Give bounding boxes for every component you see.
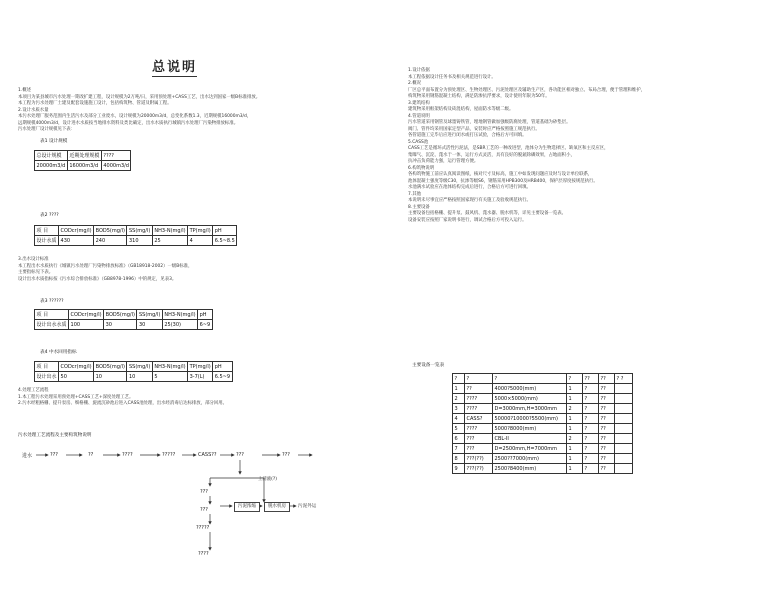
table-cell: 2 <box>567 404 583 414</box>
table-header-cell: NH3-N(mg/l) <box>164 311 196 318</box>
flow-branch-node: ????? <box>196 525 210 531</box>
table-cell: ?? <box>599 414 615 424</box>
flow-cass-node: CASS?? <box>198 452 217 458</box>
table-cell: 5000×5000(mm) <box>493 394 567 404</box>
table-row <box>453 454 633 464</box>
left-para: 1.概述 <box>18 88 31 93</box>
flow-inlet-label: 进水 <box>22 453 33 459</box>
table-cell: 5000?8000(mm) <box>493 424 567 434</box>
table-row <box>453 444 633 454</box>
table-cell: 10 <box>127 372 152 382</box>
table-header-cell: ? ? <box>615 374 633 384</box>
table-header-cell: TP(mg/l) <box>189 227 211 234</box>
left-para: 2.设计水质水量 <box>18 107 49 113</box>
table-cell: 1 <box>567 454 583 464</box>
table-cell: 310 <box>127 236 152 246</box>
table-row <box>453 384 633 394</box>
table-header-cell: ? <box>567 374 583 384</box>
table-cell <box>615 464 633 474</box>
right-para: 6.构筑物说明 <box>408 165 435 171</box>
table-cell: 4 <box>188 236 213 246</box>
table-cell <box>615 454 633 464</box>
table-cell: ?? <box>599 394 615 404</box>
table-cell: 1 <box>567 464 583 474</box>
table-header-cell: pH <box>198 310 213 320</box>
table-header-cell: SS(mg/l) <box>138 311 161 318</box>
table-cell: 100 <box>69 320 104 330</box>
table-header-cell: 项 目 <box>35 226 59 236</box>
table3-caption: 表3 ?????? <box>40 299 64 304</box>
flow-node: ??? <box>236 452 244 458</box>
table-cell: 1 <box>453 384 465 394</box>
table-cell: ???(??) <box>465 454 493 464</box>
table-cell: 25 <box>152 236 187 246</box>
table-cell: 240 <box>94 236 127 246</box>
table-cell: 设计出水 <box>35 372 59 382</box>
table-header-cell: BOD5(mg/l) <box>105 311 135 318</box>
table-cell: 2500??7000(mm) <box>493 454 567 464</box>
table-cell: ? <box>583 464 599 474</box>
left-para: 本工程出水水质执行《城镇污水处理厂污染物排放标准》（GB18918-2002）一级B标准， <box>18 263 193 269</box>
table-cell: ???? <box>465 394 493 404</box>
right-para: 构筑物采用钢筋混凝土结构，满足防渗抗浮要求，设计使用年限为50年。 <box>408 94 550 99</box>
table-header-cell: ?? <box>583 374 599 384</box>
table-header-cell: SS(mg/l) <box>128 363 151 370</box>
table-cell: 2 <box>453 394 465 404</box>
table-cell: ?? <box>599 444 615 454</box>
table-cell: ?? <box>599 454 615 464</box>
table-cell: 设计水质 <box>35 236 59 246</box>
table-cell: ???? <box>465 424 493 434</box>
right-para: 厂区总平面布置分为预处理区、生物处理区、污泥处理区及辅助生产区，各功能区相对独立、布局合理，便于管理和维护， <box>408 87 646 93</box>
table-cell: 7 <box>453 444 465 454</box>
right-para: 8.主要设备 <box>408 204 430 210</box>
table-cell: ?? <box>599 464 615 474</box>
left-para: 远期规模4000m3/d，设计进水水质按当地排水资料及类比确定，出水水质执行城镇污水处理厂污染物排放标准。 <box>18 120 239 126</box>
table-cell: ? <box>583 424 599 434</box>
table-cell: 2 <box>567 434 583 444</box>
table-cell <box>615 404 633 414</box>
table-cell: 1 <box>567 394 583 404</box>
right-para: 抗冲击负荷能力强，运行管理方便。 <box>408 159 479 164</box>
table-row <box>453 434 633 444</box>
table-cell: 25(30) <box>162 320 197 330</box>
table-header-cell: SS(mg/l) <box>128 227 151 234</box>
table-cell: ? <box>583 404 599 414</box>
left-para: 4.处理工艺流程 <box>18 388 49 393</box>
right-para: 7.其他 <box>408 191 421 197</box>
table-cell: 5 <box>453 424 465 434</box>
table-row <box>453 404 633 414</box>
right-para: 本说明未尽事宜应严格按照国家现行有关施工及验收规范执行。 <box>408 198 531 203</box>
table-cell: 6.5~8.5 <box>214 237 235 244</box>
right-notes <box>408 68 645 224</box>
table-cell: 6.5~9 <box>214 373 231 380</box>
flow-dewater-box: 脱水机房 <box>264 502 290 512</box>
table-cell: 3-7(L) <box>188 372 213 382</box>
table-cell: 16000m3/d <box>67 161 101 171</box>
table1-caption: 表1 设计规模 <box>40 139 68 144</box>
table-cell: ?? <box>465 384 493 394</box>
table4-caption: 表4 中水回用指标 <box>40 350 77 355</box>
table-cell: ?? <box>599 424 615 434</box>
page-title: 总说明 <box>152 56 197 77</box>
table-cell: 3 <box>453 404 465 414</box>
table-header-cell: ???? <box>101 151 131 161</box>
left-para: 本工程为污水处理厂土建及配套设施施工设计，包括构筑物、管道及附属工程。 <box>18 101 172 106</box>
right-para: 1.设计依据 <box>408 68 430 73</box>
table-header-cell: 项 目 <box>35 310 69 320</box>
right-para: 5.CASS池 <box>408 139 429 145</box>
table-cell: D=3000mm,H=3000mm <box>493 404 567 414</box>
table2-caption: 表2 ???? <box>40 213 59 218</box>
flow-branch-node: ??? <box>200 507 208 513</box>
table-cell: 4 <box>453 414 465 424</box>
table-cell: 50 <box>59 372 94 382</box>
right-para: 建筑物采用框架结构及砖混结构，屋面防水等级二级。 <box>408 107 514 112</box>
table-cell: 2500?8400(mm) <box>493 464 567 474</box>
table-cell: D=2500mm,H=7000mm <box>493 444 567 454</box>
left-para: 污水处理厂设计规模见下表： <box>18 127 76 132</box>
table-cell: 1 <box>567 414 583 424</box>
table-header-cell: ?? <box>599 374 615 384</box>
table-cell: ? <box>583 384 599 394</box>
table-cell: 6 <box>453 434 465 444</box>
right-para: 2.概况 <box>408 81 421 86</box>
table-cell <box>615 444 633 454</box>
right-para: 阀门、管件均采用国家定型产品，安装时应严格按照施工规范执行。 <box>408 126 540 132</box>
table-header-cell: CODcr(mg/l) <box>60 227 92 234</box>
right-para: 池体混凝土强度等级C30，抗渗等级S6，钢筋采用HPB300及HRB400，保护层厚度按规范执行。 <box>408 178 598 184</box>
left-para: 本污水处理厂服务范围内生活污水及部分工业废水，设计规模为20000m3/d，总变化系数1.3，近期规模16000m3/d， <box>18 114 252 119</box>
table-header-cell: CODcr(mg/l) <box>60 363 92 370</box>
table-header-cell: NH3-N(mg/l) <box>154 363 186 370</box>
table-header-cell: ? <box>453 374 465 384</box>
flow-node: ????? <box>162 452 176 458</box>
right-para: 设备安装应按照厂家说明书进行，调试合格后方可投入运行。 <box>408 217 527 223</box>
table-cell: 9 <box>453 464 465 474</box>
table-cell <box>615 424 633 434</box>
table-cell: 10 <box>94 372 127 382</box>
right-para: 各构筑物施工前应认真阅读图纸，核对尺寸及标高，施工中如发现问题应及时与设计单位联系， <box>408 172 593 177</box>
right-para: 4.管道说明 <box>408 113 430 119</box>
table-cell: 1 <box>567 384 583 394</box>
table-cell: ?? <box>599 384 615 394</box>
table-cell: 1 <box>567 444 583 454</box>
table-cell: 1 <box>567 424 583 434</box>
table-cell: CASS? <box>465 414 493 424</box>
table-header-cell: pH <box>213 362 232 372</box>
table-header-cell: 项 目 <box>35 362 59 372</box>
table-header-cell: 总设计规模 <box>35 151 68 161</box>
flow-node: ??? <box>50 452 58 458</box>
right-para: 3.建筑结构 <box>408 100 430 106</box>
table-cell: 430 <box>59 236 94 246</box>
left-para: 1.本工程污水处理采用预处理+CASS工艺+深度处理工艺。 <box>18 394 134 400</box>
right-para: 各管道施工完毕后应进行闭水或打压试验，合格后方可回填。 <box>408 133 527 138</box>
table-header-cell: CODcr(mg/l) <box>70 311 102 318</box>
table-header-cell: ? <box>493 374 567 384</box>
table-cell: 50000?10000?5500(mm) <box>493 414 567 424</box>
table-cell: 8 <box>453 454 465 464</box>
table-row <box>453 424 633 434</box>
left-para: 设计出水水质指标按《污水综合排放标准》（GB8978-1996）中的规定，见表3。 <box>18 276 177 282</box>
flow-outlet-label: 污泥外运 <box>298 504 317 509</box>
table-header-cell: ? <box>465 374 493 384</box>
table-cell <box>615 414 633 424</box>
table-cell: ?? <box>599 434 615 444</box>
flow-branch-node: ??? <box>200 489 208 495</box>
right-para: 污水管道采用钢管及球墨铸铁管，埋地钢管做加强级防腐处理，管道基础为砂垫层。 <box>408 120 571 125</box>
table-cell: 30 <box>137 320 162 330</box>
left-para: 2.污水经粗格栅、提升泵房、细格栅、旋流沉砂池后进入CASS池处理，出水经消毒后达标排放，部分回用。 <box>18 401 228 406</box>
table-row <box>453 394 633 404</box>
table-cell: 20000m3/d <box>36 162 66 169</box>
table-cell: ??? <box>465 444 493 454</box>
table-row <box>453 414 633 424</box>
table-header-cell: NH3-N(mg/l) <box>154 227 186 234</box>
right-para: 集曝气、沉淀、滗水于一体，运行方式灵活，具有良好的脱氮除磷效果，占地面积小， <box>408 152 575 158</box>
table-row <box>453 464 633 474</box>
table-header-cell: TP(mg/l) <box>189 363 211 370</box>
flow-node: ???? <box>122 452 133 458</box>
table-cell: CBL-II <box>493 434 567 444</box>
table-cell: 30 <box>104 320 137 330</box>
table-header-cell: BOD5(mg/l) <box>95 363 125 370</box>
left-para: 本项目为某县城市污水处理一期改扩建工程，设计规模为2万吨/日，采用预处理+CASS工艺，出水达到国家一级B标准排放。 <box>18 94 261 100</box>
flow-node: ??? <box>282 452 290 458</box>
equipment-caption: 主要设备一览表 <box>412 363 445 368</box>
table-cell: 设计出水水质 <box>35 320 69 330</box>
table-cell: ? <box>583 394 599 404</box>
table-cell: ???? <box>465 404 493 414</box>
flow-sludge-box: 污泥浓缩 <box>234 502 260 512</box>
table-cell: ? <box>583 434 599 444</box>
table-cell: 6~9 <box>199 321 211 328</box>
table-header-cell: pH <box>213 226 237 236</box>
table-cell: ? <box>583 444 599 454</box>
table-cell <box>615 384 633 394</box>
left-para: 主要指标见下表。 <box>18 270 54 275</box>
table-cell: ? <box>583 414 599 424</box>
table-cell: 4000m3/d <box>103 162 129 169</box>
right-para: CASS工艺是循环式活性污泥法，是SBR工艺的一种改进型，池体分为生物选择区、缺氧区和主反应区， <box>408 146 609 151</box>
table-cell: ??? <box>465 434 493 444</box>
table-cell: 5 <box>152 372 187 382</box>
right-para: 水池满水试验应在池体结构完成后进行，合格后方可进行回填。 <box>408 185 531 190</box>
table-header-cell: 近期处理规模 <box>67 151 101 161</box>
table-cell: ???(??) <box>465 464 493 474</box>
flow-node: ?? <box>88 452 94 458</box>
table-header-cell: BOD5(mg/l) <box>95 227 125 234</box>
table-cell <box>615 394 633 404</box>
flow-caption: 污水处理工艺流程及主要构筑物说明 <box>18 433 92 438</box>
flow-branch-node: ???? <box>198 551 209 557</box>
table-cell: 4000?5000(mm) <box>493 384 567 394</box>
left-para: 3.出水设计标准 <box>18 257 49 262</box>
table-cell: ? <box>583 454 599 464</box>
equipment-table <box>452 373 633 474</box>
right-para: 本工程依据设计任务书及相关规范进行设计。 <box>408 74 496 80</box>
right-para: 主要设备包括格栅、提升泵、鼓风机、滗水器、脱水机等，详见主要设备一览表。 <box>408 211 567 216</box>
table-cell <box>615 434 633 444</box>
flow-side-label: 上清液(?) <box>258 477 277 482</box>
table-cell: ?? <box>599 404 615 414</box>
